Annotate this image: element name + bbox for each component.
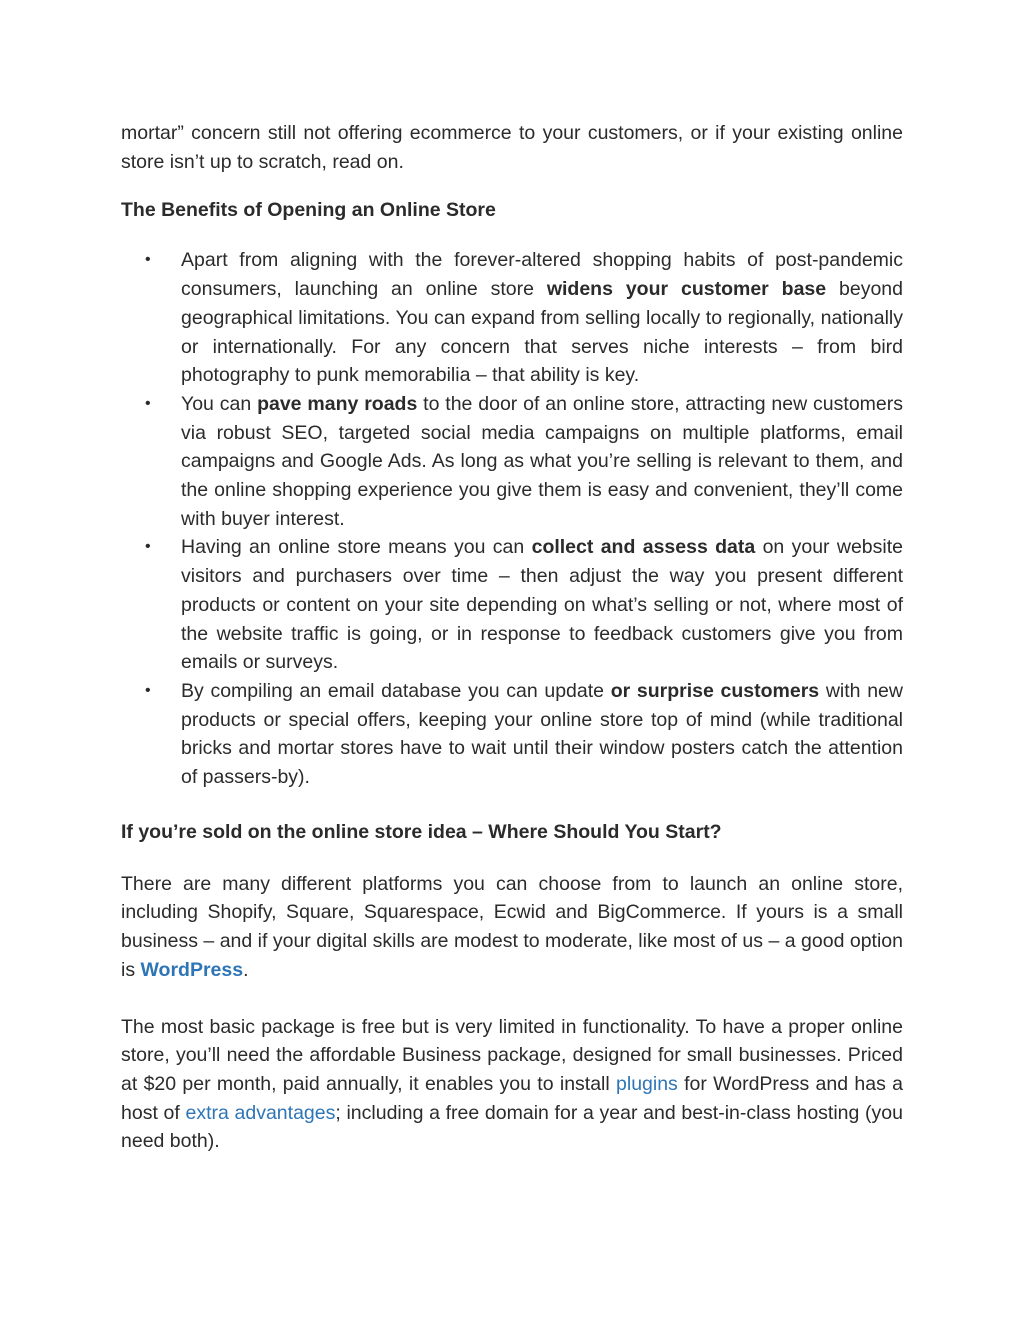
bullet-icon: • [145,538,151,556]
list-item [145,533,903,677]
wordpress-link[interactable]: WordPress [140,958,244,981]
list-item [145,390,904,534]
list-item-emphasis: widens your customer base [546,278,827,301]
list-item-emphasis: pave many roads [257,392,418,415]
intro-paragraph: mortar” concern still not offering ecommerce to your customers, or if your existing online store isn’t up to scratch, read on. [121,122,903,173]
pricing-paragraph [121,1013,903,1157]
list-item-text: beyond geographical limitations. You can expand from selling locally to regionally, nationally or internationally. For any concern that serves niche interests – from bird photography to punk memorabilia – that ability is key. [181,278,903,387]
list-item-text: By compiling an email database you can update [181,679,611,702]
bullet-icon: • [145,681,151,699]
list-item-text: with new products or special offers, keeping your online store top of mind (while traditional bricks and mortar stores have to wait until their window posters catch the attention of passers-by). [181,679,903,789]
list-item-text: Apart from aligning with the forever-altered shopping habits of post-pandemic consumers, launching an online store [181,249,903,301]
list-item-emphasis: collect and assess data [531,536,756,559]
paragraph-text: There are many different platforms you can choose from to launch an online store, including Shopify, Square, Squarespace, Ecwid and BigCommerce. If yours is a small business – and if your digital skills are modest to moderate, like most of us – a good option is [121,872,903,981]
plugins-link[interactable]: plugins [616,1072,678,1095]
where-to-start-heading: If you’re sold on the online store idea – Where Should You Start? [121,820,722,843]
paragraph-text: for WordPress and has a host of [121,1072,903,1124]
list-item-text: on your website visitors and purchasers over time – then adjust the way you present different products or content on your site depending on what’s selling or not, where most of the website traffic is going, or in response to feedback customers give you from emails or surveys. [181,536,903,674]
list-item-text: Having an online store means you can [181,536,532,559]
bullet-icon: • [145,251,151,269]
bullet-icon: • [145,394,151,412]
list-item-emphasis: or surprise customers [610,679,820,702]
platforms-paragraph [121,870,903,985]
benefits-list [121,246,903,791]
list-item-text: You can [181,392,258,415]
list-item [145,246,903,390]
extra-advantages-link[interactable]: extra advantages [185,1101,336,1124]
paragraph-text: . [243,958,249,981]
document-page [121,119,903,1156]
paragraph-text: The most basic package is free but is very limited in functionality. To have a proper online store, you’ll need the affordable Business package, designed for small businesses. Priced at $20 per month, paid annually, it enables you to install [121,1015,903,1095]
list-item-text: to the door of an online store, attracting new customers via robust SEO, targeted social media campaigns on multiple platforms, email campaigns and Google Ads. As long as what you’re selling is relevant to them, and the online shopping experience you give them is easy and convenient, they’ll come with buyer interest. [181,392,904,530]
paragraph-text: ; including a free domain for a year and best-in-class hosting (you need both). [121,1101,903,1153]
benefits-heading: The Benefits of Opening an Online Store [121,199,496,222]
list-item [145,677,903,792]
